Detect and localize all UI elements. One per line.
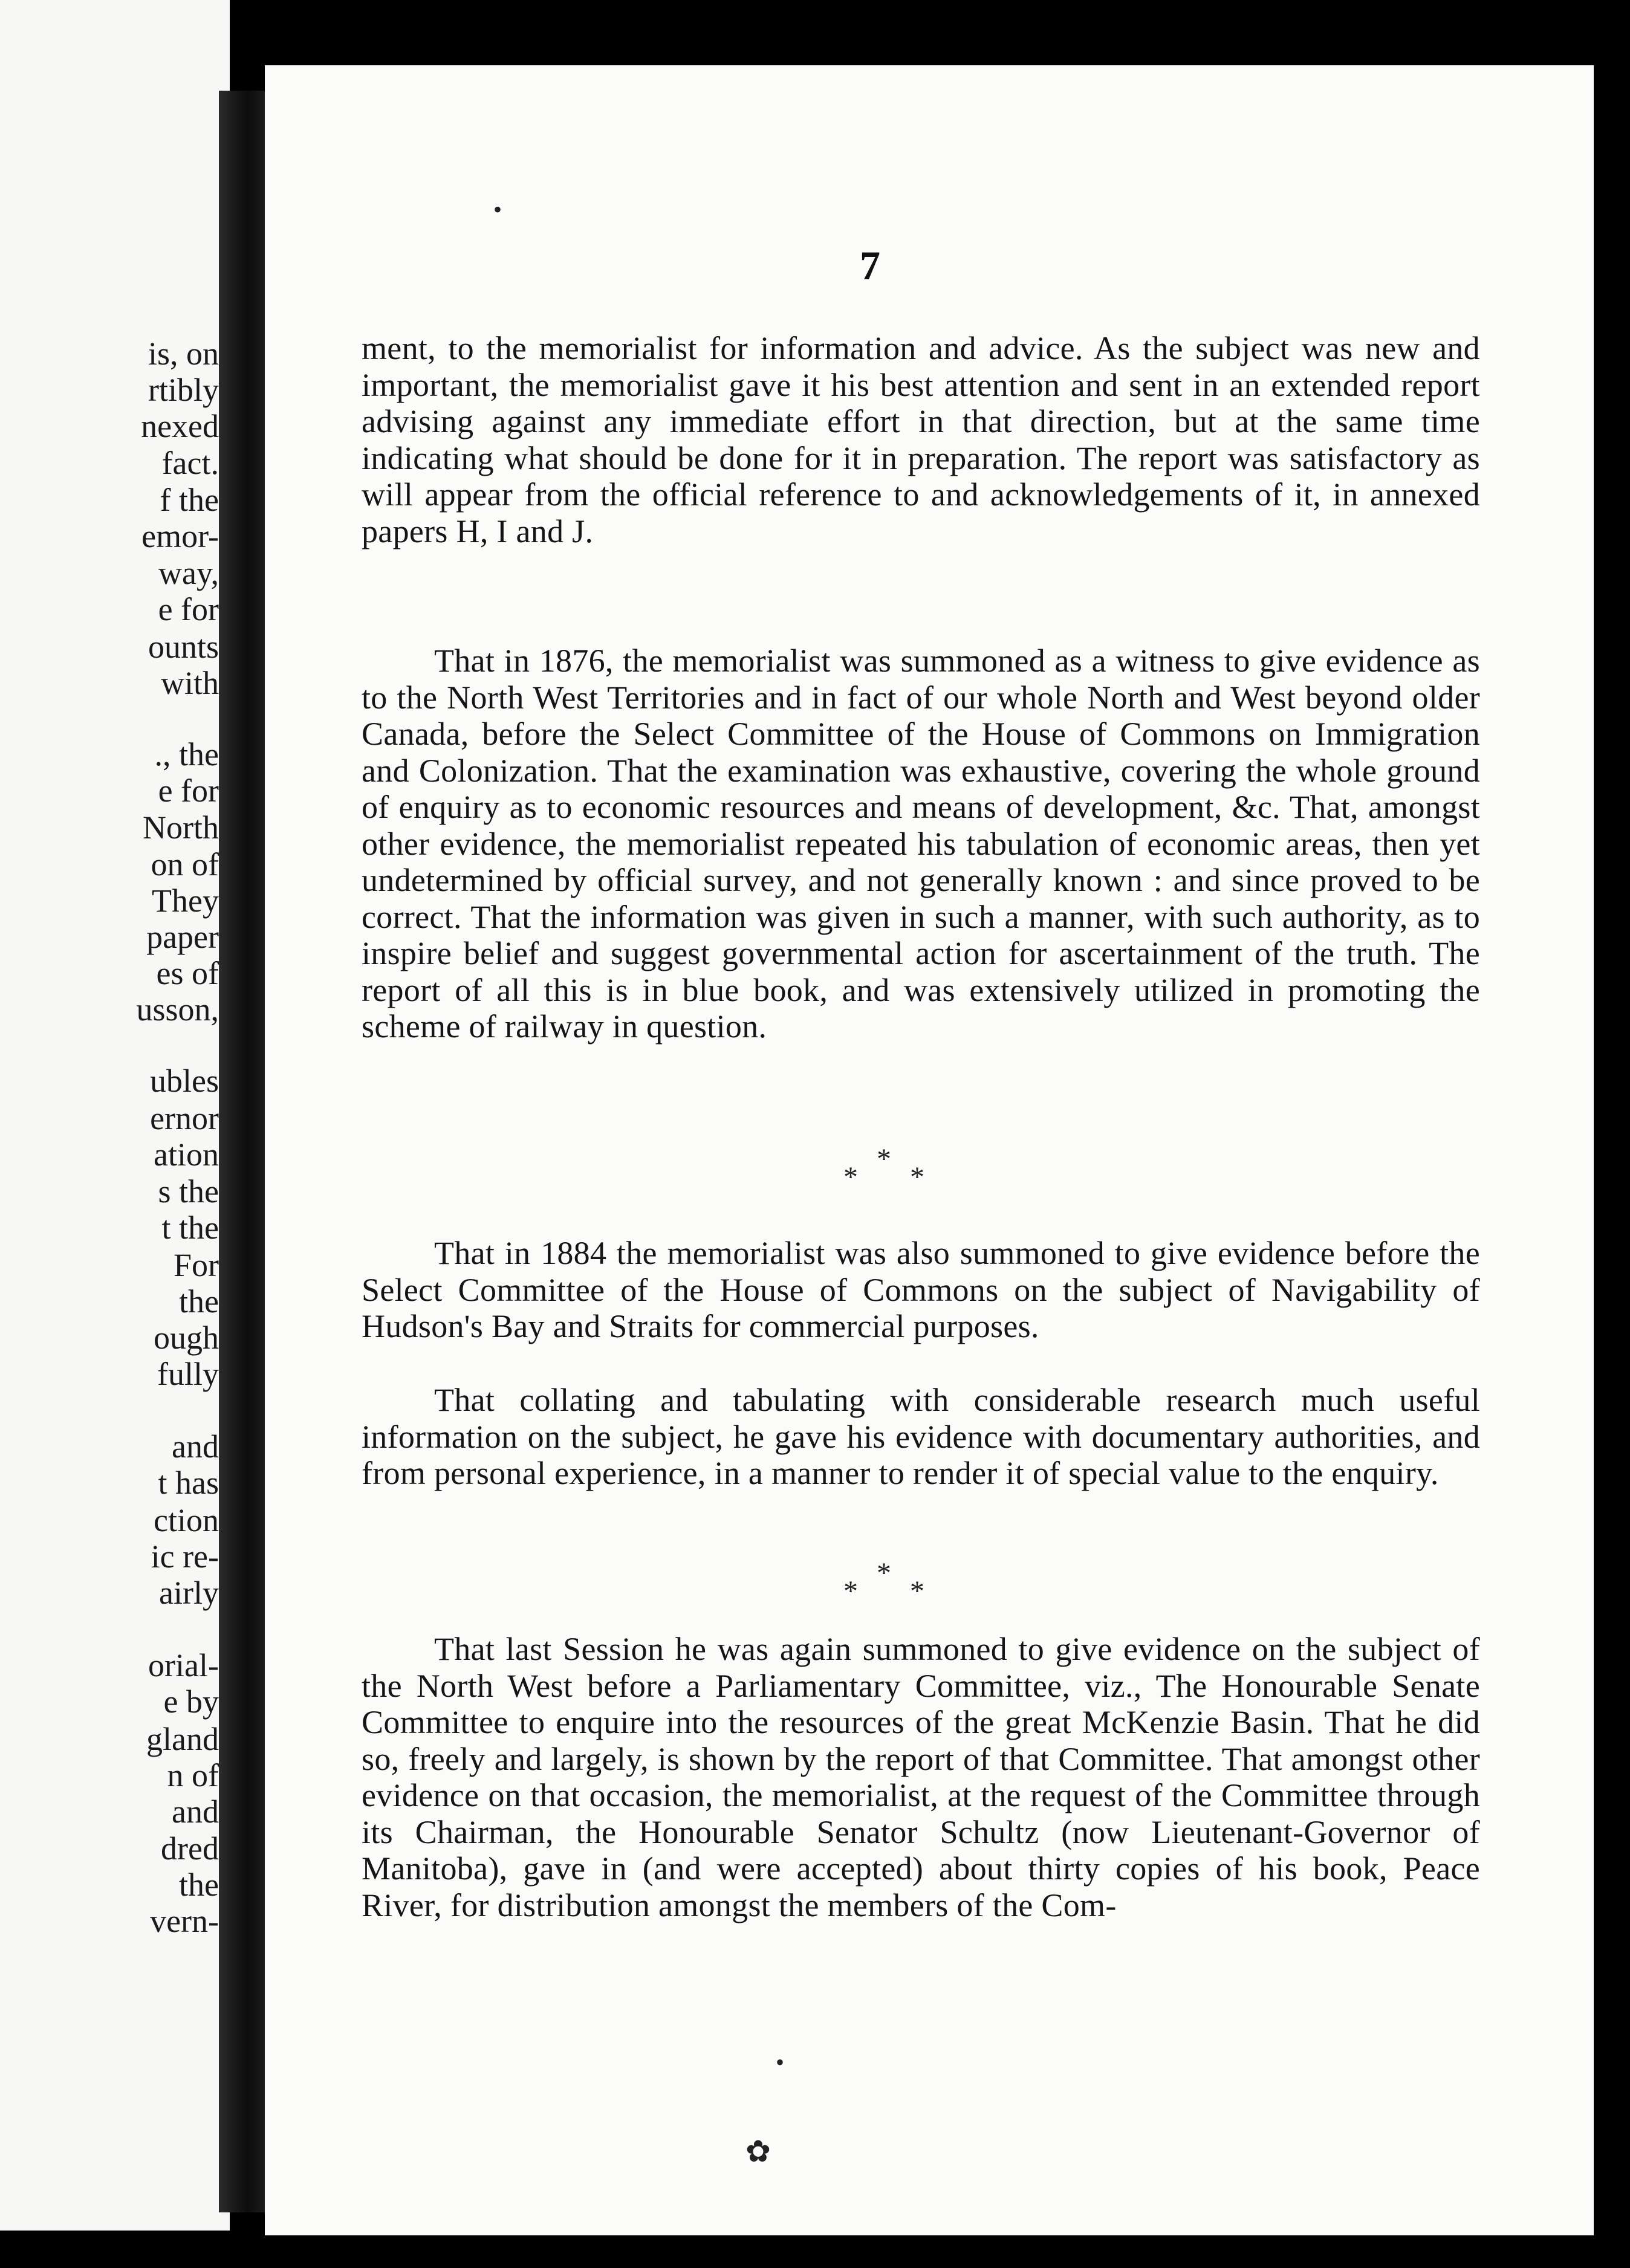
left-page-line-fragment: paper bbox=[146, 919, 219, 955]
right-page bbox=[265, 65, 1594, 2235]
left-page-line-fragment: way, bbox=[158, 555, 219, 591]
left-page-line-fragment: nexed bbox=[141, 408, 219, 444]
left-page-line-fragment: n of bbox=[167, 1757, 219, 1793]
left-page-line-fragment: vern- bbox=[150, 1903, 219, 1939]
left-page-line-fragment: usson, bbox=[136, 991, 219, 1028]
left-page-line-fragment: They bbox=[152, 883, 219, 919]
left-page-line-fragment: t has bbox=[158, 1465, 219, 1501]
left-page-line-fragment: e for bbox=[158, 591, 219, 627]
left-page-line-fragment: ation bbox=[154, 1136, 219, 1173]
left-page-line-fragment: es of bbox=[156, 955, 219, 991]
ink-speck: • bbox=[493, 196, 502, 223]
left-page-line-fragment: rtibly bbox=[148, 372, 219, 408]
paragraph-3: That in 1884 the memorialist was also summoned to give evidence before the Select Committee of the House of Commons on the subject of Navigability of Hudson's Bay and Straits for commercial purposes. bbox=[362, 1235, 1480, 1344]
left-page-fragment bbox=[0, 0, 230, 2231]
left-page-line-fragment: ction bbox=[154, 1502, 219, 1538]
section-break-1 bbox=[843, 1142, 934, 1193]
left-page-line-fragment: orial- bbox=[148, 1647, 219, 1683]
asterisk: * bbox=[910, 1575, 924, 1607]
binding-gutter bbox=[219, 91, 266, 2212]
left-page-line-fragment: is, on bbox=[148, 335, 219, 372]
printer-ornament: ✿ bbox=[745, 2134, 771, 2168]
left-page-line-fragment: ic re- bbox=[151, 1538, 219, 1575]
left-page-line-fragment: the bbox=[179, 1867, 219, 1903]
left-page-line-fragment: and bbox=[172, 1793, 219, 1830]
paragraph-2: That in 1876, the memorialist was summoned as a witness to give evidence as to the North West Territories and in fact of our whole North and West beyond older Canada, before the Select Committee of the House of Commons on Immigration and Colonization. That the examination was exhaustive, covering the whole ground of enquiry as to economic resources and means of development, &c. That, amongst other evidence, the memorialist repeated his tabulation of economic areas, then yet undetermined by official survey, and not generally known : and since proved to be correct. That the information was given in such a manner, with such authority, as to inspire belief and suggest governmental action for ascertainment of the truth. The report of all this is in blue book, and was extensively utilized in promoting the scheme of railway in question. bbox=[362, 643, 1480, 1045]
left-page-line-fragment: ounts bbox=[148, 629, 219, 665]
left-page-line-fragment: fact. bbox=[161, 445, 219, 481]
left-page-line-fragment: the bbox=[179, 1283, 219, 1320]
left-page-line-fragment: dred bbox=[161, 1830, 219, 1867]
left-page-line-fragment: North bbox=[143, 809, 219, 846]
asterisk: * bbox=[877, 1143, 891, 1175]
left-page-line-fragment: with bbox=[160, 665, 219, 701]
asterisk: * bbox=[843, 1161, 858, 1193]
left-page-line-fragment: gland bbox=[146, 1721, 219, 1757]
left-page-line-fragment: on of bbox=[151, 846, 219, 883]
left-page-line-fragment: ernor bbox=[150, 1100, 219, 1136]
paragraph-1: ment, to the memorialist for information and advice. As the subject was new and important, the memorialist gave it his best attention and sent in an extended report advising against any immediate effort in that direction, but at the same time indicating what should be done for it in preparation. The report was satisfactory as will appear from the official reference to and acknowledgements of it, in annexed papers H, I and J. bbox=[362, 330, 1480, 549]
left-page-line-fragment: e for bbox=[158, 773, 219, 809]
asterisk: * bbox=[877, 1557, 891, 1589]
left-page-line-fragment: t the bbox=[161, 1210, 219, 1246]
left-page-line-fragment: ., the bbox=[154, 736, 219, 773]
left-page-line-fragment: e by bbox=[163, 1683, 219, 1720]
left-page-line-fragment: airly bbox=[159, 1575, 219, 1611]
paragraph-5: That last Session he was again summoned to give evidence on the subject of the North West before a Parliamentary Committee, viz., The Honourable Senate Committee to enquire into the resources of the great McKenzie Basin. That he did so, freely and largely, is shown by the report of that Committee. That amongst other evidence on that occasion, the memorialist, at the request of the Committee through its Chairman, the Honourable Senator Schultz (now Lieutenant-Governor of Manitoba), gave in (and were accepted) about thirty copies of his book, Peace River, for distribution amongst the members of the Com- bbox=[362, 1631, 1480, 1923]
ink-speck: • bbox=[776, 2049, 785, 2076]
left-page-line-fragment: f the bbox=[160, 482, 219, 518]
left-page-line-fragment: s the bbox=[158, 1173, 219, 1210]
left-page-line-fragment: and bbox=[172, 1428, 219, 1465]
asterisk: * bbox=[910, 1161, 924, 1193]
paragraph-4: That collating and tabulating with considerable research much useful information on the subject, he gave his evidence with documentary authorities, and from personal experience, in a manner to render it of special value to the enquiry. bbox=[362, 1382, 1480, 1491]
left-page-line-fragment: ough bbox=[154, 1320, 219, 1356]
left-page-line-fragment: For bbox=[173, 1247, 219, 1283]
left-page-line-fragment: ubles bbox=[150, 1063, 219, 1099]
section-break-2 bbox=[843, 1557, 934, 1607]
asterisk: * bbox=[843, 1575, 858, 1607]
left-page-line-fragment: emor- bbox=[141, 518, 219, 554]
left-page-line-fragment: fully bbox=[157, 1356, 219, 1392]
page-number: 7 bbox=[860, 242, 880, 288]
